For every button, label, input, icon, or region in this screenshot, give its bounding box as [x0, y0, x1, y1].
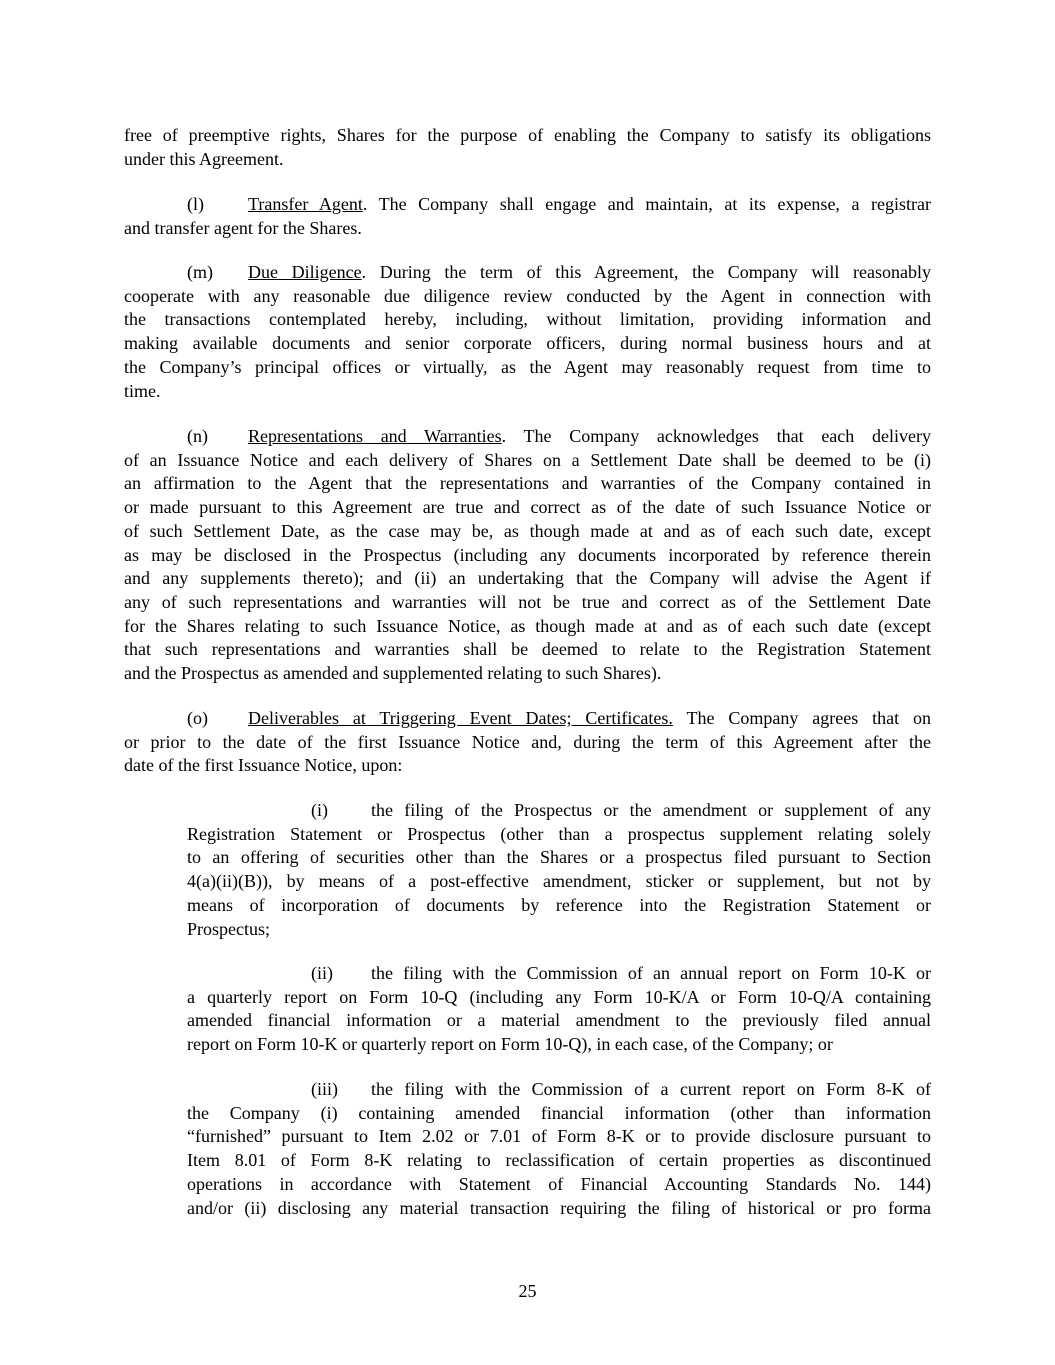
line-text: the filing of the Prospectus or the amendment or supplement of any: [371, 800, 931, 820]
section-label: (n): [187, 426, 208, 446]
text-line: to an offering of securities other than the Shares or a prospectus filed pursuant to Section: [187, 847, 931, 868]
text-line: of an Issuance Notice and each delivery of Shares on a Settlement Date shall be deemed to be (i): [124, 449, 931, 470]
text-line: amended financial information or a material amendment to the previously filed annual: [187, 1010, 931, 1031]
subparagraph-iii: [187, 1078, 931, 1220]
section-heading: Due Diligence: [248, 262, 362, 282]
text-line: report on Form 10-K or quarterly report on Form 10-Q), in each case, of the Company; or: [187, 1034, 833, 1055]
text-line: an affirmation to the Agent that the representations and warranties of the Company contained in: [124, 473, 931, 494]
text-line: or prior to the date of the first Issuance Notice and, during the term of this Agreement after the: [124, 731, 931, 752]
text-line: and/or (ii) disclosing any material transaction requiring the filing of historical or pro forma: [187, 1197, 931, 1218]
text-line: 4(a)(ii)(B)), by means of a post-effective amendment, sticker or supplement, but not by: [187, 871, 931, 892]
text-line: any of such representations and warranties will not be true and correct as of the Settlement Date: [124, 591, 931, 612]
section-label: (i): [311, 800, 328, 820]
text-line: Prospectus;: [187, 918, 270, 939]
text-line: that such representations and warranties shall be deemed to relate to the Registration Statement: [124, 639, 931, 660]
paragraph-body: [124, 449, 931, 686]
text-line: Registration Statement or Prospectus (other than a prospectus supplement relating solely: [187, 823, 931, 844]
line-text: . During the term of this Agreement, the Company will reasonably: [361, 262, 931, 282]
paragraph-first-line: [124, 425, 931, 449]
line-text: the filing with the Commission of an annual report on Form 10-K or: [371, 963, 931, 983]
page-number: 25: [518, 1281, 537, 1301]
section-label: (iii): [311, 1079, 338, 1099]
section-heading: Deliverables at Triggering Event Dates; Certificates.: [248, 708, 673, 728]
paragraph-first-line: [124, 193, 931, 217]
text-line: Item 8.01 of Form 8-K relating to reclassification of certain properties as discontinued: [187, 1150, 931, 1171]
section-heading: Representations and Warranties: [248, 426, 502, 446]
section-heading: Transfer Agent: [248, 194, 363, 214]
line-text: The Company agrees that on: [672, 708, 931, 728]
text-line: operations in accordance with Statement of Financial Accounting Standards No. 144): [187, 1173, 931, 1194]
text-line: “furnished” pursuant to Item 2.02 or 7.01 of Form 8-K or to provide disclosure pursuant to: [187, 1126, 931, 1147]
text-line: or made pursuant to this Agreement are true and correct as of the date of such Issuance Notice or: [124, 497, 931, 518]
section-label: (o): [187, 708, 208, 728]
text-line: and transfer agent for the Shares.: [124, 217, 362, 238]
text-line: of such Settlement Date, as the case may be, as though made at and as of each such date, except: [124, 520, 931, 541]
paragraph-first-line: [187, 799, 931, 823]
paragraph-body: [187, 1102, 931, 1221]
line-text: . The Company acknowledges that each delivery: [501, 426, 931, 446]
text-line: free of preemptive rights, Shares for the purpose of enabling the Company to satisfy its obligations: [124, 125, 931, 145]
paragraph-body: [124, 731, 931, 778]
paragraph-body: [187, 823, 931, 942]
paragraph-first-line: [187, 1078, 931, 1102]
text-line: making available documents and senior corporate officers, during normal business hours and at: [124, 333, 931, 354]
paragraph-m-due-diligence: [124, 261, 931, 403]
paragraph-first-line: [124, 707, 931, 731]
paragraph-o-deliverables: [124, 707, 931, 778]
text-line: as may be disclosed in the Prospectus (including any documents incorporated by reference therein: [124, 544, 931, 565]
subparagraph-ii: [187, 962, 931, 1057]
paragraph-continuation: [124, 124, 931, 171]
text-line: the Company (i) containing amended financial information (other than information: [187, 1102, 931, 1123]
text-line: and the Prospectus as amended and supplemented relating to such Shares).: [124, 663, 662, 684]
text-line: for the Shares relating to such Issuance Notice, as though made at and as of each such date (except: [124, 615, 931, 636]
paragraph-body: [187, 986, 931, 1057]
text-line: the transactions contemplated hereby, including, without limitation, providing information and: [124, 309, 931, 330]
paragraph-first-line: [187, 962, 931, 986]
paragraph-first-line: [124, 261, 931, 285]
text-line: a quarterly report on Form 10-Q (including any Form 10-K/A or Form 10-Q/A containing: [187, 986, 931, 1007]
paragraph-body: [124, 217, 931, 241]
text-line: and any supplements thereto); and (ii) an undertaking that the Company will advise the Agent if: [124, 568, 931, 589]
text-line: the Company’s principal offices or virtually, as the Agent may reasonably request from time to: [124, 356, 931, 377]
text-line: means of incorporation of documents by reference into the Registration Statement or: [187, 894, 931, 915]
paragraph-l-transfer-agent: [124, 193, 931, 240]
section-label: (m): [187, 262, 213, 282]
paragraph-body: [124, 285, 931, 404]
subparagraph-i: [187, 799, 931, 941]
paragraph-n-representations: [124, 425, 931, 686]
section-label: (l): [187, 194, 204, 214]
section-label: (ii): [311, 963, 333, 983]
line-text: . The Company shall engage and maintain, at its expense, a registrar: [362, 194, 931, 214]
text-line: under this Agreement.: [124, 148, 284, 169]
text-line: time.: [124, 380, 161, 401]
text-line: cooperate with any reasonable due diligence review conducted by the Agent in connection with: [124, 285, 931, 306]
text-line: date of the first Issuance Notice, upon:: [124, 755, 403, 776]
line-text: the filing with the Commission of a current report on Form 8-K of: [371, 1079, 931, 1099]
